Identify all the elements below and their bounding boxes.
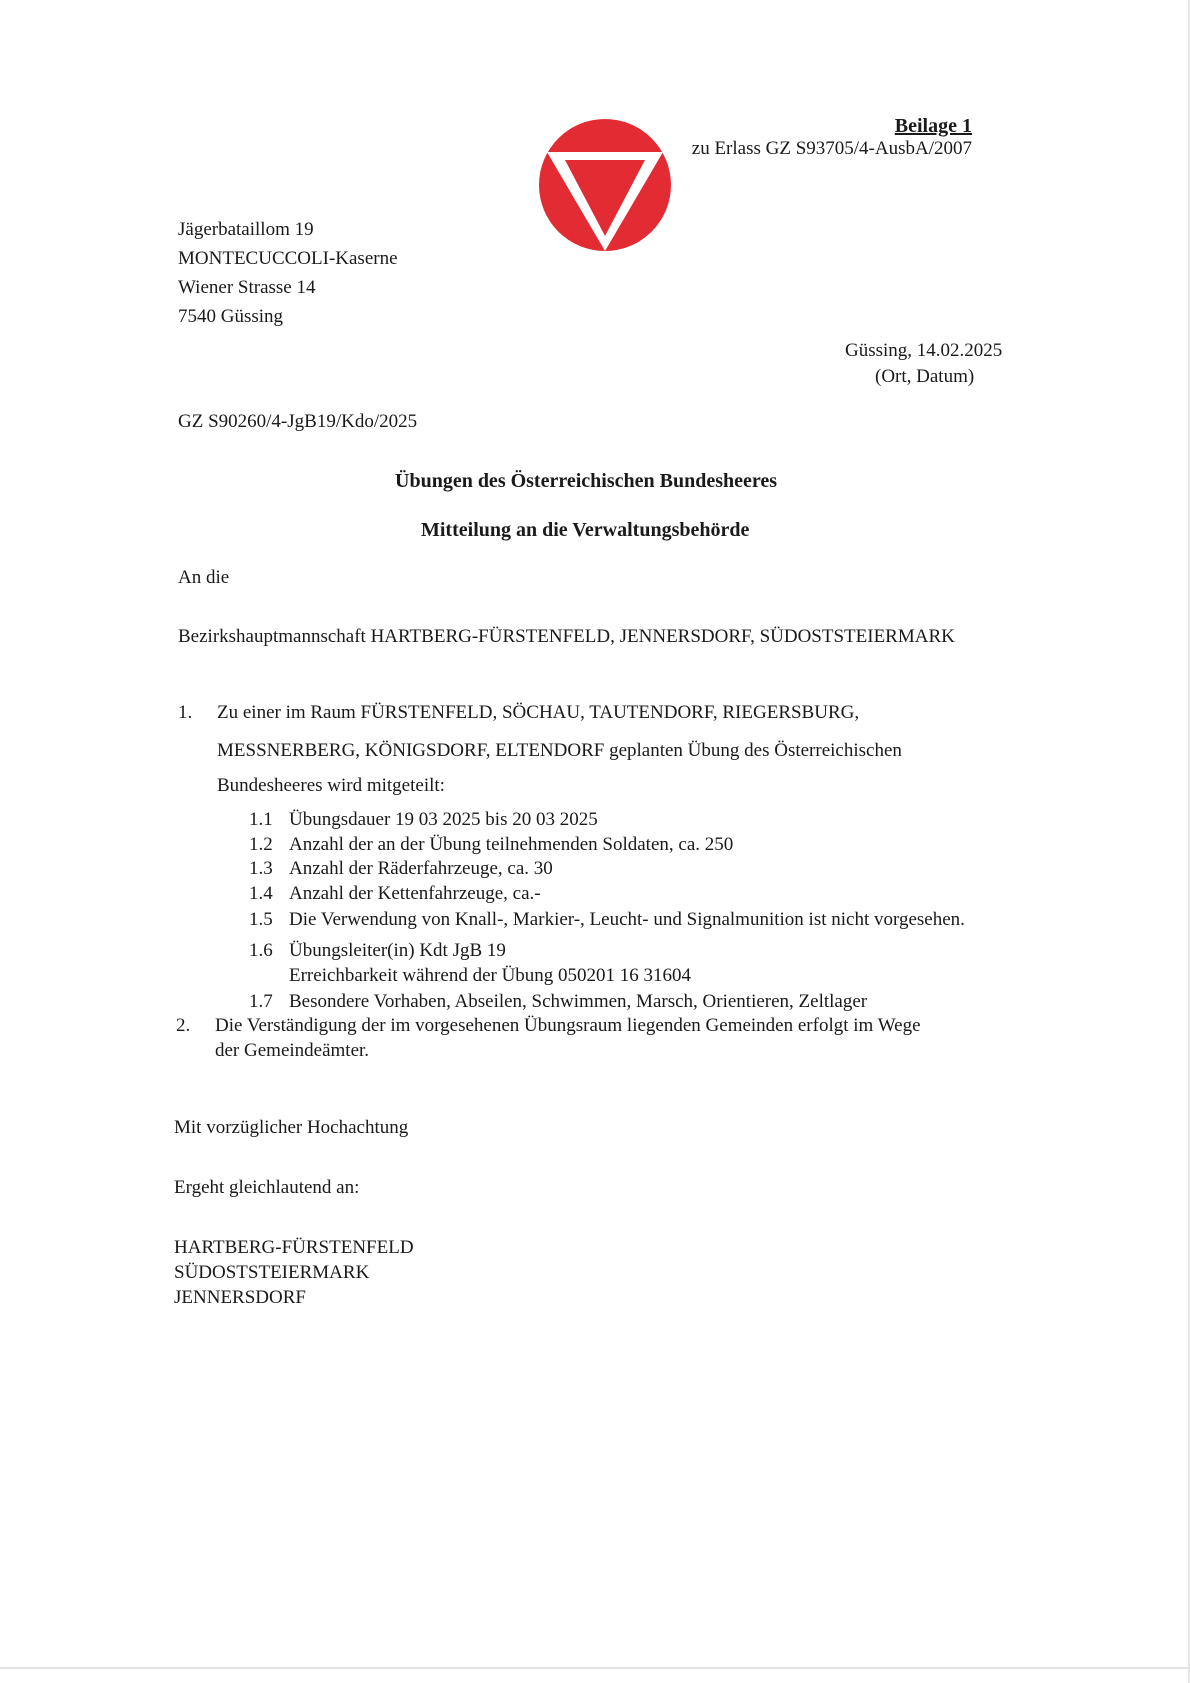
list-item-number: 1.6 (249, 940, 273, 961)
list-item-number: 1.3 (249, 858, 273, 879)
section2-number: 2. (176, 1015, 191, 1036)
list-item-text: Anzahl der Kettenfahrzeuge, ca.- (289, 883, 541, 904)
list-item-text: Anzahl der an der Übung teilnehmenden Soldaten, ca. 250 (289, 834, 734, 855)
scan-edge-bottom (0, 1667, 1190, 1669)
file-reference: GZ S90260/4-JgB19/Kdo/2025 (178, 411, 418, 432)
salutation: An die (178, 567, 230, 588)
list-item (249, 859, 553, 878)
list-item-text: Anzahl der Räderfahrzeuge, ca. 30 (289, 858, 553, 879)
section1-text-line3: Bundesheeres wird mitgeteilt: (217, 775, 445, 796)
section1-text-line1: Zu einer im Raum FÜRSTENFELD, SÖCHAU, TAUTENDORF, RIEGERSBURG, (217, 702, 860, 723)
list-item (249, 941, 506, 960)
sender-barracks: MONTECUCCOLI-Kaserne (178, 248, 398, 269)
austrian-emblem (538, 118, 672, 252)
sender-street: Wiener Strasse 14 (178, 277, 316, 298)
section1-number: 1. (178, 702, 193, 723)
list-item (249, 810, 598, 829)
list-item-text: Übungsleiter(in) Kdt JgB 19 (289, 940, 506, 961)
place-date-caption: (Ort, Datum) (875, 366, 975, 387)
list-item-continuation: Erreichbarkeit während der Übung 050201 16 31604 (289, 965, 692, 986)
cc-recipient: SÜDOSTSTEIERMARK (174, 1262, 370, 1283)
list-item (249, 910, 965, 929)
list-item (249, 884, 541, 903)
decree-reference: zu Erlass GZ S93705/4-AusbA/2007 (691, 138, 972, 159)
list-item (249, 835, 733, 854)
list-item-number: 1.1 (249, 809, 273, 830)
list-item-text: Die Verwendung von Knall-, Markier-, Leucht- und Signalmunition ist nicht vorgesehen. (289, 909, 965, 930)
sender-city: 7540 Güssing (178, 306, 284, 327)
list-item-number: 1.7 (249, 991, 273, 1012)
document-subtitle: Mitteilung an die Verwaltungsbehörde (421, 519, 750, 541)
list-item-number: 1.5 (249, 909, 273, 930)
list-item-number: 1.4 (249, 883, 273, 904)
sender-unit: Jägerbataillom 19 (178, 219, 314, 240)
list-item-number: 1.2 (249, 834, 273, 855)
section2-text-line2: der Gemeindeämter. (215, 1040, 370, 1061)
cc-recipient: HARTBERG-FÜRSTENFELD (174, 1237, 414, 1258)
place-date: Güssing, 14.02.2025 (845, 340, 1003, 361)
cc-label: Ergeht gleichlautend an: (174, 1177, 360, 1198)
section1-text-line2: MESSNERBERG, KÖNIGSDORF, ELTENDORF geplanten Übung des Österreichischen (217, 740, 902, 761)
list-item-text: Übungsdauer 19 03 2025 bis 20 03 2025 (289, 809, 598, 830)
list-item (249, 992, 867, 1011)
cc-recipient: JENNERSDORF (174, 1287, 306, 1308)
closing-greeting: Mit vorzüglicher Hochachtung (174, 1117, 409, 1138)
attachment-label: Beilage 1 (894, 115, 972, 137)
list-item-text: Besondere Vorhaben, Abseilen, Schwimmen, Marsch, Orientieren, Zeltlager (289, 991, 868, 1012)
recipient-authority: Bezirkshauptmannschaft HARTBERG-FÜRSTENFELD, JENNERSDORF, SÜDOSTSTEIERMARK (178, 626, 955, 647)
document-title: Übungen des Österreichischen Bundesheeres (395, 470, 778, 492)
section2-text-line1: Die Verständigung der im vorgesehenen Übungsraum liegenden Gemeinden erfolgt im Wege (215, 1015, 921, 1036)
